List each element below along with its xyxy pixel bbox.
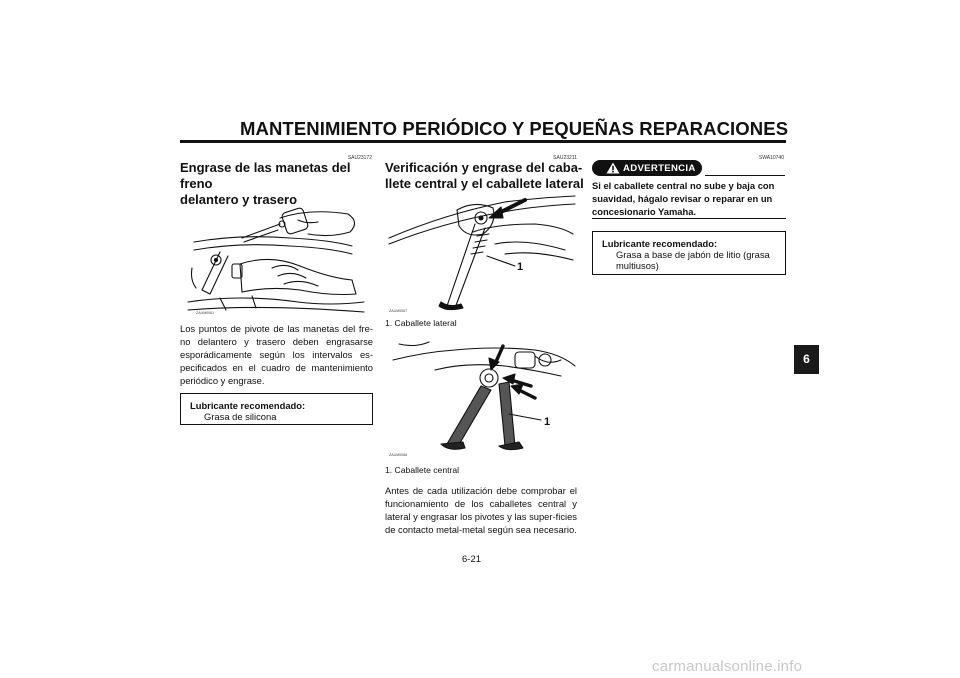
- brake-lever-illustration: [180, 194, 372, 318]
- heading-line: Verificación y engrase del caba-: [385, 160, 583, 175]
- image-code: ZAUM0068: [389, 453, 408, 457]
- section-code: SAU23211: [553, 155, 577, 161]
- warning-line: [705, 175, 785, 176]
- centerstand-illustration: [385, 336, 577, 460]
- sidestand-illustration: [385, 194, 577, 318]
- stands-paragraph: Antes de cada utilización debe comprobar el funcionamiento de los caballetes central y lateral y engrasar los pivotes y las super-ficies de contacto metal-metal según sea necesario.: [385, 485, 577, 535]
- section-code: SWA10740: [758, 155, 784, 161]
- callout-number: 1: [544, 416, 551, 428]
- section-code: SAU23172: [347, 155, 372, 161]
- section-heading-stands: [385, 160, 585, 192]
- lubricant-title: Lubricante recomendado:: [602, 238, 718, 249]
- centerstand-caption: 1. Caballete central: [385, 465, 460, 475]
- lubricant-value: Grasa de silicona: [204, 411, 277, 422]
- lubricant-title: Lubricante recomendado:: [190, 400, 306, 411]
- watermark: carmanualsonline.info: [652, 658, 803, 675]
- warning-text: Si el caballete central no sube y baja con suavidad, hágalo revisar o reparar en un concesionario Yamaha.: [592, 180, 775, 217]
- heading-line: llete central y el caballete lateral: [385, 176, 584, 191]
- brake-lever-paragraph: Los puntos de pivote de las manetas del fre-no delantero y trasero deben engrasarse esporádicamente según los intervalos es-pecificados en el cuadro de mantenimiento periódico y engrase.: [180, 323, 373, 386]
- warning-label: ADVERTENCIA: [623, 163, 696, 174]
- lubricant-box: [180, 393, 373, 425]
- callout-number: 1: [517, 261, 524, 273]
- lubricant-box: [592, 231, 786, 275]
- chapter-tab[interactable]: 6: [794, 345, 819, 374]
- title-rule: [180, 140, 786, 143]
- lubricant-value: Grasa a base de jabón de litio (grasa multiusos): [616, 249, 770, 271]
- warning-triangle-icon: [606, 162, 620, 174]
- heading-line: Engrase de las manetas del freno: [180, 160, 351, 191]
- page-title: MANTENIMIENTO PERIÓDICO Y PEQUEÑAS REPARACIONES: [240, 118, 789, 139]
- image-code: ZAUM0061: [196, 311, 215, 315]
- warning-badge: [592, 160, 702, 176]
- warning-rule: [592, 218, 786, 219]
- image-code: ZAUM0067: [389, 309, 408, 313]
- sidestand-caption: 1. Caballete lateral: [385, 318, 457, 328]
- page-number: 6-21: [462, 554, 482, 565]
- heading-line: delantero y trasero: [180, 192, 298, 207]
